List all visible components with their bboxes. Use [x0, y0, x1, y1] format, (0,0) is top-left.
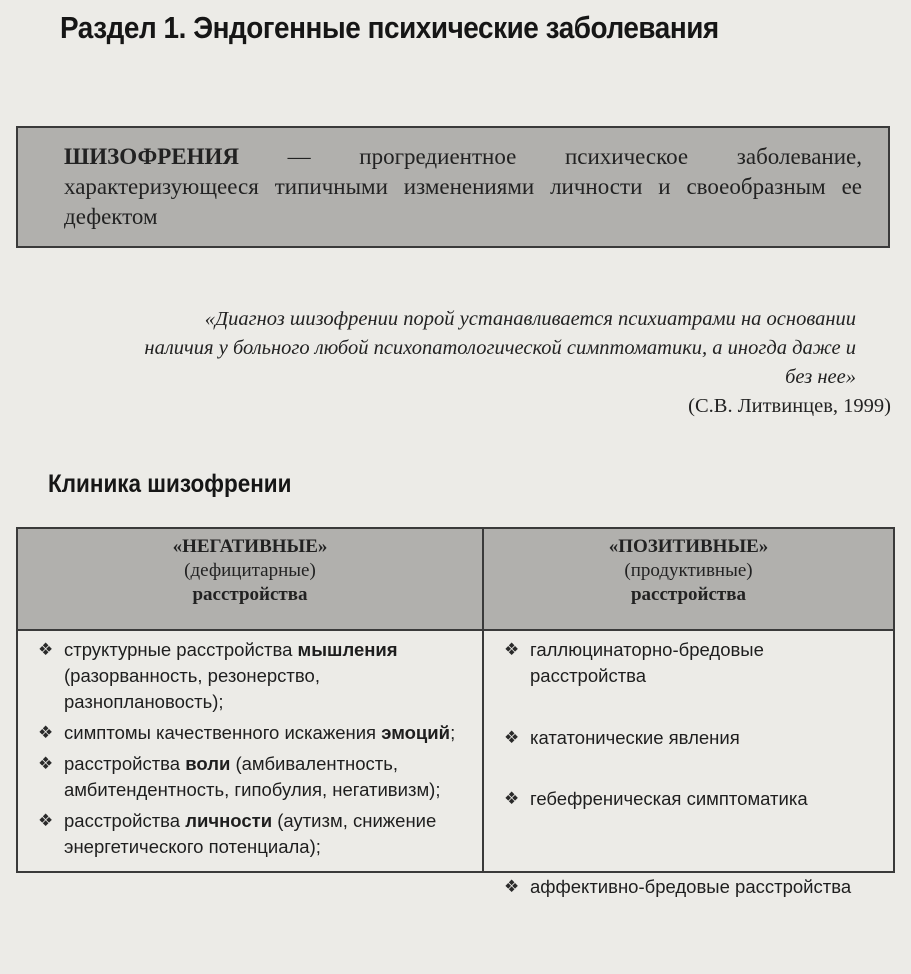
definition-text: — прогредиентное психическое заболевание, характеризующееся типичными изменениями личности и своеобразным ее дефектом	[64, 144, 862, 229]
page-heading: Раздел 1. Эндогенные психические заболевания	[60, 10, 719, 45]
diamond-bullet-icon: ❖	[38, 754, 54, 773]
list-item: ❖ гебефреническая симптоматика	[504, 786, 883, 812]
list-item: ❖ симптомы качественного искажения эмоций;	[38, 720, 474, 746]
list-item: ❖ структурные расстройства мышления (разорванность, резонерство, разноплановость);	[38, 639, 398, 712]
diamond-bullet-icon: ❖	[38, 640, 54, 659]
definition-term: ШИЗОФРЕНИЯ	[64, 144, 239, 169]
negative-header-subtitle: (дефицитарные)	[184, 560, 316, 581]
section-heading: Клиника шизофрении	[48, 470, 292, 498]
list-item: ❖ расстройства воли (амбивалентность, амбитендентность, гипобулия, негативизм);	[38, 753, 441, 800]
list-item: ❖ кататонические явления	[504, 725, 883, 751]
positive-header-label: расстройства	[630, 584, 747, 605]
list-item: ❖ аффективно-бредовые расстройства	[504, 874, 883, 900]
definition-box	[16, 126, 890, 248]
clinic-table	[16, 527, 895, 897]
diamond-bullet-icon: ❖	[504, 640, 520, 659]
epigraph-quote: «Диагноз шизофрении порой устанавливается психиатрами на основании наличия у больного любой психопатологической симптоматики, а иногда даже и без нее»	[144, 308, 856, 388]
negative-header-label: расстройства	[192, 584, 308, 605]
negative-disorders-list	[17, 630, 483, 872]
epigraph-source: (С.В. Литвинцев, 1999)	[688, 395, 891, 417]
negative-header-title: «НЕГАТИВНЫЕ»	[172, 536, 328, 557]
diamond-bullet-icon: ❖	[504, 877, 520, 896]
diamond-bullet-icon: ❖	[38, 811, 54, 830]
positive-disorders-list	[483, 630, 894, 897]
diamond-bullet-icon: ❖	[38, 723, 54, 742]
positive-disorders-header	[483, 528, 894, 630]
list-item: ❖ расстройства личности (аутизм, снижение энергетического потенциала);	[38, 810, 437, 857]
positive-header-title: «ПОЗИТИВНЫЕ»	[608, 536, 769, 557]
diamond-bullet-icon: ❖	[504, 728, 520, 747]
list-item: ❖ галлюцинаторно-бредовые расстройства	[504, 639, 764, 686]
diamond-bullet-icon: ❖	[504, 789, 520, 808]
positive-header-subtitle: (продуктивные)	[624, 560, 753, 581]
negative-disorders-header	[17, 528, 483, 630]
